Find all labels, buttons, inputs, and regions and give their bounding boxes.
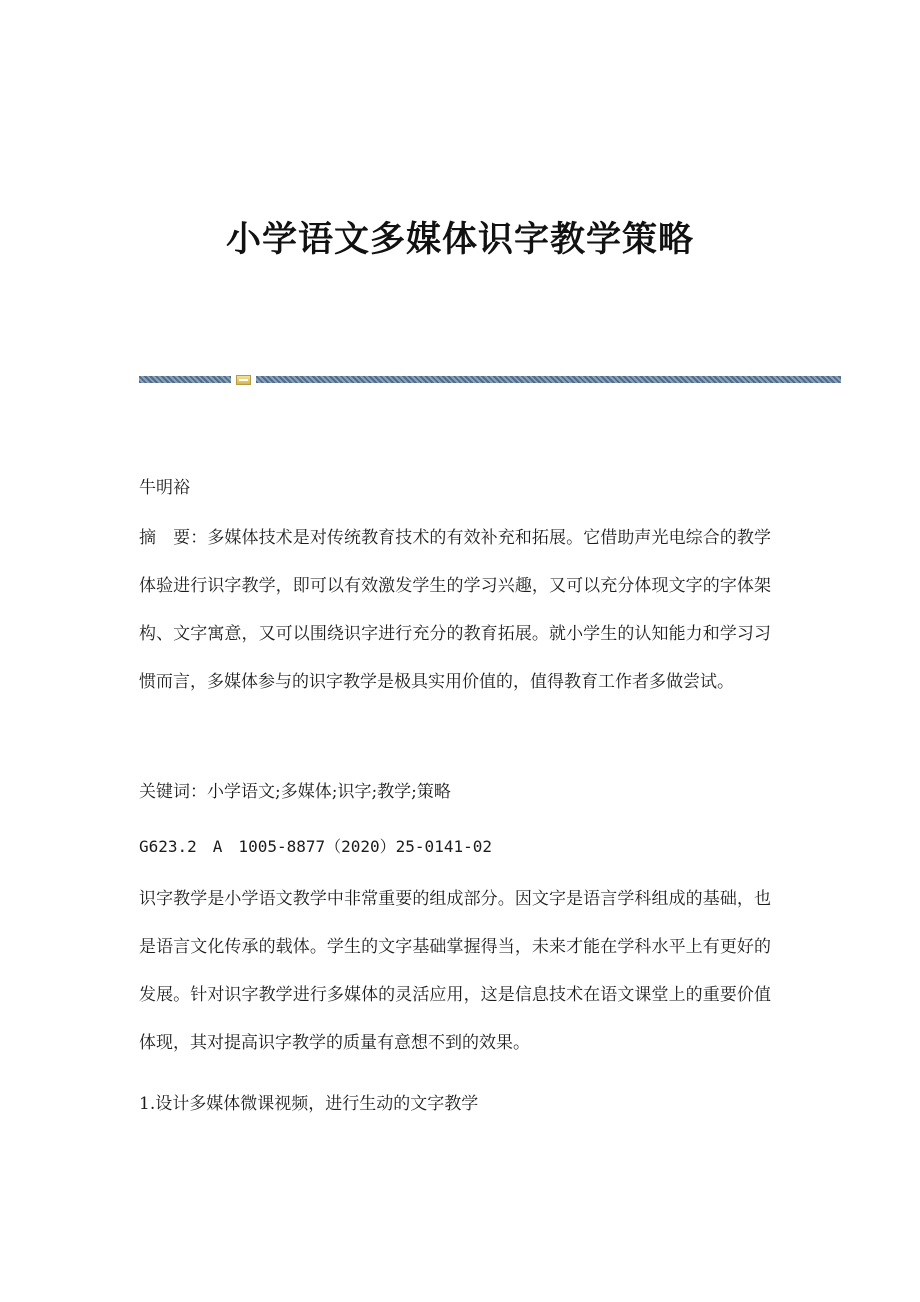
divider-bar-left: [139, 376, 231, 383]
decorative-divider: [139, 375, 841, 385]
abstract-text: 多媒体技术是对传统教育技术的有效补充和拓展。它借助声光电综合的教学体验进行识字教学，即可以有效激发学生的学习兴趣，又可以充分体现文字的字体架构、文字寓意，又可以围绕识字进行充分的教育拓展。就小学生的认知能力和学习习惯而言，多媒体参与的识字教学是极具实用价值的，值得教育工作者多做尝试。: [139, 528, 772, 692]
section-heading: 1.设计多媒体微课视频，进行生动的文字教学: [139, 1094, 479, 1114]
divider-emblem-icon: [236, 375, 251, 385]
author-name: 牛明裕: [139, 478, 190, 498]
intro-paragraph: 识字教学是小学语文教学中非常重要的组成部分。因文字是语言学科组成的基础，也是语言文化传承的载体。学生的文字基础掌握得当，未来才能在学科水平上有更好的发展。针对识字教学进行多媒体的灵活应用，这是信息技术在语文课堂上的重要价值体现，其对提高识字教学的质量有意想不到的效果。: [139, 889, 771, 1053]
keywords-label: 关键词：: [139, 782, 207, 802]
abstract-paragraph: [139, 514, 771, 706]
keywords-line: [139, 777, 451, 802]
abstract-label: 摘 要：: [139, 528, 208, 548]
keywords-text: 小学语文;多媒体;识字;教学;策略: [207, 782, 451, 802]
document-title: 小学语文多媒体识字教学策略: [225, 219, 694, 260]
classification-code: G623.2 A 1005-8877（2020）25-0141-02: [139, 837, 492, 856]
divider-bar-right: [256, 376, 841, 383]
